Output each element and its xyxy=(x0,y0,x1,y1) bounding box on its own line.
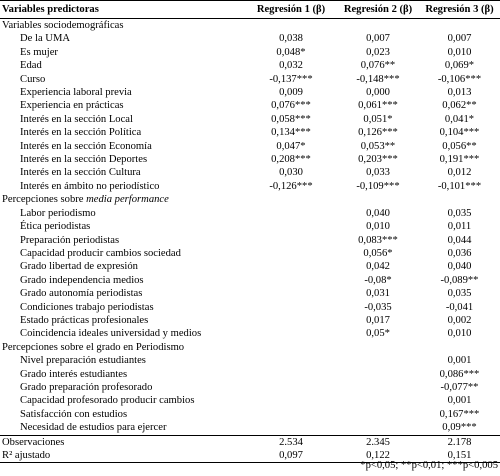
table-row xyxy=(0,153,500,166)
coef-regression-2 xyxy=(337,368,419,381)
coef-regression-2: 0,040 xyxy=(366,207,390,219)
coef-regression-1 xyxy=(245,260,337,273)
coef-regression-3: 0,167*** xyxy=(439,408,480,420)
section-row xyxy=(0,19,500,33)
section-label xyxy=(0,19,500,33)
coef-regression-2: 0,010 xyxy=(366,221,390,233)
table-row xyxy=(0,126,500,139)
coef-regression-3: 0,09*** xyxy=(442,422,477,434)
coef-regression-2: 0,056* xyxy=(363,247,393,259)
summary-regression-2: 2.345 xyxy=(337,435,419,449)
section-label-text: Percepciones sobre xyxy=(2,194,87,206)
table-row xyxy=(0,113,500,126)
coef-regression-2: 0,042 xyxy=(366,261,390,273)
predictor-label: Coincidencia ideales universidad y medios xyxy=(20,328,202,340)
coef-regression-2: 0,203*** xyxy=(358,154,398,166)
table-row xyxy=(0,46,500,59)
table-row xyxy=(0,220,500,233)
summary-regression-3: 2.178 xyxy=(419,435,500,449)
coef-regression-1: -0,126*** xyxy=(269,180,313,192)
table-row xyxy=(0,32,500,45)
table-row xyxy=(0,301,500,314)
coef-regression-3: 0,104*** xyxy=(439,127,480,139)
coef-regression-2: 0,061*** xyxy=(358,100,398,112)
predictor-label: Necesidad de estudios para ejercer xyxy=(20,422,167,434)
predictor-label: Interés en ámbito no periodístico xyxy=(20,180,160,192)
coef-regression-3: 0,056** xyxy=(442,140,477,152)
predictor-label: Experiencia laboral previa xyxy=(20,87,132,99)
coef-regression-3: -0,101*** xyxy=(437,180,482,192)
table-row xyxy=(0,368,500,381)
coef-regression-1 xyxy=(245,327,337,340)
coef-regression-2: -0,148*** xyxy=(356,73,400,85)
summary-label: Observaciones xyxy=(0,435,245,449)
section-label-text: Variables sociodemográficas xyxy=(2,20,124,31)
coef-regression-3: 0,001 xyxy=(447,355,472,367)
table-row xyxy=(0,99,500,112)
coef-regression-1 xyxy=(245,301,337,314)
header-regression-1: Regresión 1 (β) xyxy=(245,1,337,19)
table-row xyxy=(0,314,500,327)
coef-regression-1: 0,047* xyxy=(276,140,306,152)
coef-regression-2 xyxy=(337,354,419,367)
table-row xyxy=(0,140,500,153)
coef-regression-1 xyxy=(245,234,337,247)
coef-regression-2 xyxy=(337,394,419,407)
coef-regression-2 xyxy=(337,381,419,394)
coef-regression-1: 0,076*** xyxy=(271,100,311,112)
summary-regression-3: 0,151 xyxy=(419,449,500,463)
predictor-label: Curso xyxy=(20,73,46,85)
coef-regression-1 xyxy=(245,274,337,287)
section-label xyxy=(0,193,500,206)
predictor-label: Labor periodismo xyxy=(20,207,96,219)
predictor-label: Nivel preparación estudiantes xyxy=(20,355,146,367)
predictor-label: Condiciones trabajo periodistas xyxy=(20,301,154,313)
coef-regression-1 xyxy=(245,287,337,300)
table-row xyxy=(0,180,500,193)
coef-regression-3: 0,012 xyxy=(447,167,472,179)
coef-regression-3: 0,041* xyxy=(444,113,475,125)
header-predictors: Variables predictoras xyxy=(0,1,245,19)
section-label-text: Percepciones sobre el grado en Periodismo xyxy=(2,341,185,353)
coef-regression-2: 0,051* xyxy=(363,113,393,125)
coef-regression-3: 0,001 xyxy=(447,395,472,407)
summary-row xyxy=(0,435,500,449)
coef-regression-3: 0,013 xyxy=(447,87,472,99)
coef-regression-1: 0,009 xyxy=(279,87,303,99)
coef-regression-3: 0,040 xyxy=(447,261,472,273)
predictor-label: Grado libertad de expresión xyxy=(20,261,138,273)
header-regression-3: Regresión 3 (β) xyxy=(419,1,500,19)
coef-regression-3: 0,010 xyxy=(447,46,472,58)
coef-regression-3: 0,007 xyxy=(447,33,472,45)
coef-regression-3: 0,035 xyxy=(447,207,472,219)
table-row xyxy=(0,327,500,340)
coef-regression-1 xyxy=(245,394,337,407)
predictor-label: Satisfacción con estudios xyxy=(20,408,128,420)
section-label xyxy=(0,341,500,354)
coef-regression-1 xyxy=(245,220,337,233)
coef-regression-3: 0,086*** xyxy=(439,368,480,380)
coef-regression-1: 0,208*** xyxy=(271,154,311,166)
coef-regression-2: 0,031 xyxy=(366,288,390,300)
predictor-label: Interés en la sección Cultura xyxy=(20,167,141,179)
summary-regression-1: 2.534 xyxy=(245,435,337,449)
predictor-label: Grado independencia medios xyxy=(20,274,144,286)
table-row xyxy=(0,421,500,435)
table-row xyxy=(0,394,500,407)
table-row xyxy=(0,260,500,273)
predictor-label: Interés en la sección Deportes xyxy=(20,154,148,166)
coef-regression-2: -0,035 xyxy=(364,301,392,313)
coef-regression-1 xyxy=(245,408,337,421)
coef-regression-3: 0,002 xyxy=(447,314,472,326)
table-row xyxy=(0,86,500,99)
coef-regression-1 xyxy=(245,381,337,394)
coef-regression-1: -0,137*** xyxy=(269,73,313,85)
predictor-label: Edad xyxy=(20,60,42,72)
coef-regression-3: -0,089** xyxy=(440,274,479,286)
coef-regression-2: 0,007 xyxy=(366,33,390,45)
coef-regression-3: 0,069* xyxy=(444,60,475,72)
predictor-label: Interés en la sección Economía xyxy=(20,140,152,152)
coef-regression-3: 0,062** xyxy=(442,100,477,112)
coef-regression-2 xyxy=(337,421,419,435)
table-row xyxy=(0,274,500,287)
predictor-label: Interés en la sección Política xyxy=(20,127,142,139)
significance-footnote: *p<0,05; **p<0,01; ***p<0,005 xyxy=(360,460,498,471)
summary-regression-1: 0,097 xyxy=(245,449,337,463)
coef-regression-1: 0,032 xyxy=(279,60,303,72)
predictor-label: Estado prácticas profesionales xyxy=(20,314,149,326)
predictor-label: Grado preparación profesorado xyxy=(20,381,153,393)
table-row xyxy=(0,354,500,367)
coef-regression-2: 0,076** xyxy=(360,60,396,72)
coef-regression-3: 0,036 xyxy=(447,247,472,259)
section-row xyxy=(0,341,500,354)
coef-regression-3: 0,191*** xyxy=(439,154,480,166)
coef-regression-1 xyxy=(245,354,337,367)
coef-regression-1 xyxy=(245,247,337,260)
coef-regression-3: 0,035 xyxy=(447,288,472,300)
section-label-italic: media performance xyxy=(86,194,169,206)
coef-regression-1: 0,030 xyxy=(279,167,303,179)
coef-regression-2 xyxy=(337,408,419,421)
coef-regression-3: -0,106*** xyxy=(437,73,482,85)
coef-regression-1 xyxy=(245,207,337,220)
predictor-label: Capacidad profesorado producir cambios xyxy=(20,395,195,407)
predictor-label: Preparación periodistas xyxy=(20,234,120,246)
predictor-label: De la UMA xyxy=(20,33,71,45)
coef-regression-2: 0,017 xyxy=(366,314,390,326)
coef-regression-1: 0,048* xyxy=(276,46,306,58)
coef-regression-2: 0,053** xyxy=(360,140,396,152)
coef-regression-2: -0,08* xyxy=(364,274,392,286)
table-row xyxy=(0,59,500,72)
coef-regression-2: 0,05* xyxy=(366,328,390,340)
coef-regression-2: 0,033 xyxy=(366,167,390,179)
table-body xyxy=(0,19,500,463)
coef-regression-1 xyxy=(245,421,337,435)
predictor-label: Grado interés estudiantes xyxy=(20,368,128,380)
predictor-label: Ética periodistas xyxy=(20,221,91,233)
coef-regression-3: -0,077** xyxy=(440,381,479,393)
summary-regression-2: 0,122 xyxy=(337,449,419,463)
predictor-label: Experiencia en prácticas xyxy=(20,100,124,112)
coef-regression-1 xyxy=(245,314,337,327)
header-regression-2: Regresión 2 (β) xyxy=(337,1,419,19)
section-row xyxy=(0,193,500,206)
table-row xyxy=(0,73,500,86)
coef-regression-3: 0,010 xyxy=(447,328,472,340)
predictor-label: Capacidad producir cambios sociedad xyxy=(20,247,181,259)
coef-regression-2: 0,000 xyxy=(366,87,390,99)
coef-regression-3: -0,041 xyxy=(445,301,474,313)
predictor-label: Interés en la sección Local xyxy=(20,113,133,125)
coef-regression-1: 0,038 xyxy=(279,33,303,45)
coef-regression-1: 0,058*** xyxy=(271,113,311,125)
table-row xyxy=(0,381,500,394)
coef-regression-2: 0,083*** xyxy=(358,234,398,246)
coef-regression-3: 0,044 xyxy=(447,234,472,246)
header-row xyxy=(0,1,500,19)
table-row xyxy=(0,247,500,260)
table-row xyxy=(0,287,500,300)
table-row xyxy=(0,234,500,247)
coef-regression-2: -0,109*** xyxy=(356,180,400,192)
coef-regression-3: 0,011 xyxy=(447,221,472,233)
table-row xyxy=(0,166,500,179)
coef-regression-1 xyxy=(245,368,337,381)
coef-regression-2: 0,023 xyxy=(366,46,390,58)
predictor-label: Es mujer xyxy=(20,46,58,58)
predictor-label: Grado autonomía periodistas xyxy=(20,288,143,300)
table-row xyxy=(0,207,500,220)
coef-regression-2: 0,126*** xyxy=(358,127,398,139)
coef-regression-1: 0,134*** xyxy=(271,127,311,139)
summary-label: R² ajustado xyxy=(0,449,245,463)
table-row xyxy=(0,408,500,421)
